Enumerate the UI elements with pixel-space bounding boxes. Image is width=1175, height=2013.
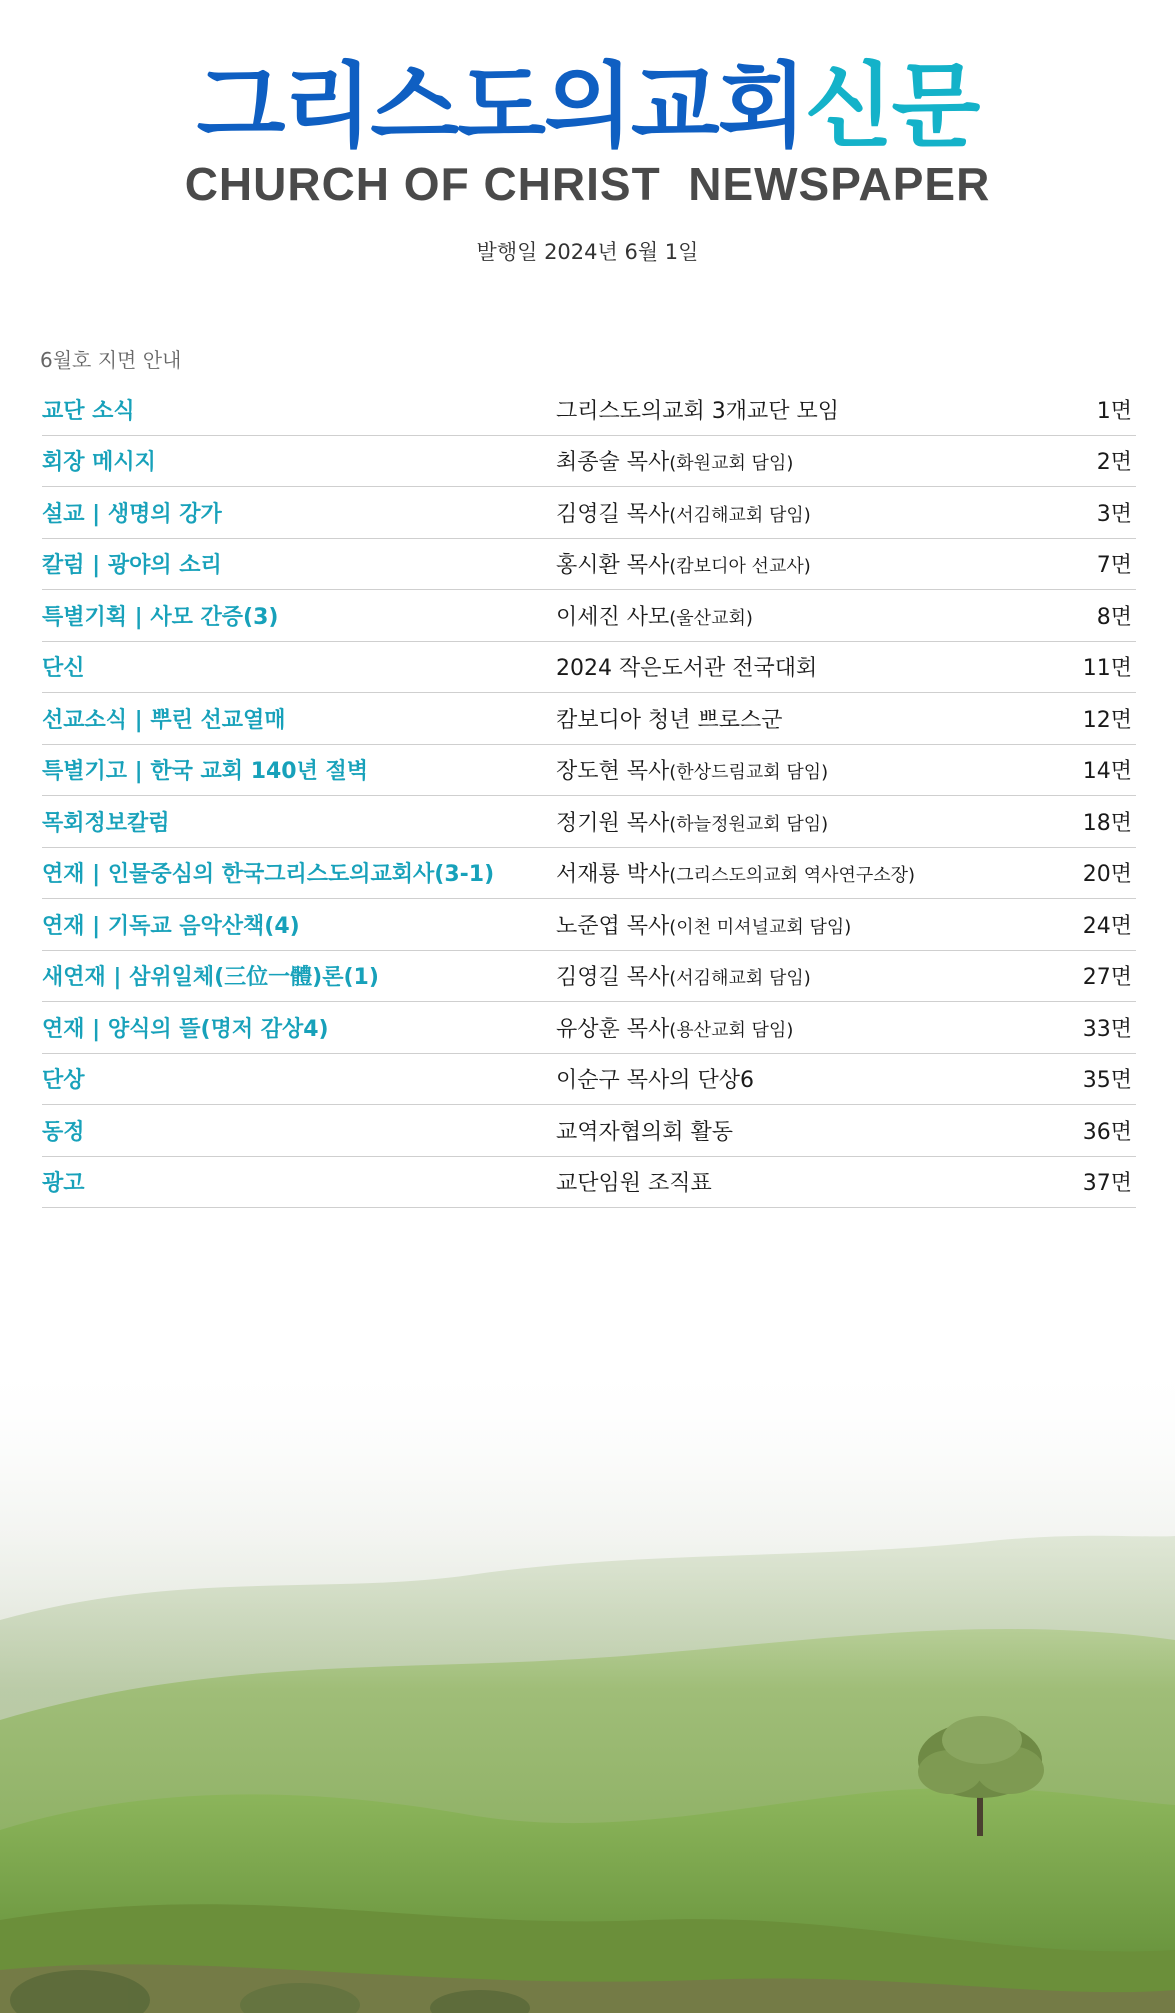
toc-section-title: 칼럼 | 광야의 소리 bbox=[42, 553, 222, 579]
toc-section-title: 회장 메시지 bbox=[42, 450, 156, 476]
toc-heading: 6월호 지면 안내 bbox=[40, 348, 182, 372]
toc-author bbox=[556, 1115, 1042, 1146]
newspaper-title bbox=[0, 52, 1175, 162]
toc-section-title: 설교 | 생명의 강가 bbox=[42, 501, 222, 527]
toc-author-name: 유상훈 목사 bbox=[556, 1016, 670, 1042]
toc-row bbox=[42, 384, 1136, 436]
toc-row bbox=[42, 1002, 1136, 1054]
toc-section-title: 선교소식 | 뿌린 선교열매 bbox=[42, 707, 286, 733]
toc-author-name: 교역자협의회 활동 bbox=[556, 1119, 734, 1145]
title-main: 그리스도의교회 bbox=[196, 53, 805, 160]
toc-section-title: 단신 bbox=[42, 656, 85, 682]
toc-section-title: 연재 | 기독교 음악산책(4) bbox=[42, 913, 300, 939]
toc-section-title: 광고 bbox=[42, 1171, 85, 1197]
toc-author-name: 최종술 목사 bbox=[556, 450, 670, 476]
toc-author-note: (용산교회 담임) bbox=[669, 1019, 794, 1041]
toc-author-name: 서재룡 박사 bbox=[556, 862, 670, 888]
toc-row bbox=[42, 590, 1136, 642]
toc-section-title: 연재 | 인물중심의 한국그리스도의교회사(3-1) bbox=[42, 862, 495, 888]
toc-row bbox=[42, 745, 1136, 797]
toc-author-name: 노준엽 목사 bbox=[556, 913, 670, 939]
toc-page-number: 18면 bbox=[1082, 810, 1132, 836]
toc-section-title: 단상 bbox=[42, 1068, 85, 1094]
toc-author bbox=[556, 548, 1042, 579]
landscape-image bbox=[0, 1360, 1175, 2013]
toc-page-number: 24면 bbox=[1082, 913, 1132, 939]
toc-row bbox=[42, 539, 1136, 591]
toc-page-number: 36면 bbox=[1082, 1119, 1132, 1145]
toc-author-note: (화원교회 담임) bbox=[669, 453, 794, 475]
toc-author-name: 홍시환 목사 bbox=[556, 553, 670, 579]
toc-row bbox=[42, 1054, 1136, 1106]
toc-author bbox=[556, 703, 1042, 734]
toc-author-name: 장도현 목사 bbox=[556, 759, 670, 785]
toc-author bbox=[556, 754, 1042, 785]
toc-author bbox=[556, 960, 1042, 991]
toc-row bbox=[42, 899, 1136, 951]
toc-author-name: 그리스도의교회 3개교단 모임 bbox=[556, 398, 840, 424]
table-of-contents bbox=[42, 384, 1136, 1208]
toc-row bbox=[42, 693, 1136, 745]
toc-author-note: (하늘정원교회 담임) bbox=[669, 813, 829, 835]
toc-section-title: 동정 bbox=[42, 1119, 85, 1145]
toc-author-name: 2024 작은도서관 전국대회 bbox=[556, 656, 818, 682]
toc-author bbox=[556, 1012, 1042, 1043]
toc-author bbox=[556, 651, 1042, 682]
toc-section-title: 특별기획 | 사모 간증(3) bbox=[42, 604, 279, 630]
toc-page-number: 11면 bbox=[1082, 656, 1132, 682]
title-accent: 신문 bbox=[804, 53, 979, 160]
toc-author bbox=[556, 1166, 1042, 1197]
toc-author-note: (캄보디아 선교사) bbox=[669, 556, 811, 578]
toc-author-name: 캄보디아 청년 쁘로스군 bbox=[556, 707, 783, 733]
toc-section-title: 특별기고 | 한국 교회 140년 절벽 bbox=[42, 759, 369, 785]
toc-row bbox=[42, 1157, 1136, 1209]
toc-author bbox=[556, 806, 1042, 837]
toc-author-note: (한상드림교회 담임) bbox=[669, 762, 829, 784]
toc-page-number: 12면 bbox=[1082, 707, 1132, 733]
toc-row bbox=[42, 848, 1136, 900]
toc-section-title: 연재 | 양식의 뜰(명저 감상4) bbox=[42, 1016, 329, 1042]
toc-row bbox=[42, 487, 1136, 539]
toc-page-number: 1면 bbox=[1096, 398, 1132, 424]
toc-page-number: 3면 bbox=[1096, 501, 1132, 527]
toc-author-note: (서김해교회 담임) bbox=[669, 968, 811, 990]
toc-author bbox=[556, 1063, 1042, 1094]
toc-row bbox=[42, 436, 1136, 488]
toc-author bbox=[556, 394, 1042, 425]
toc-author-name: 정기원 목사 bbox=[556, 810, 670, 836]
issue-date: 발행일 2024년 6월 1일 bbox=[476, 240, 699, 264]
toc-row bbox=[42, 951, 1136, 1003]
toc-page-number: 14면 bbox=[1082, 759, 1132, 785]
newspaper-title-english: CHURCH OF CHRIST NEWSPAPER bbox=[184, 158, 991, 210]
masthead bbox=[0, 52, 1175, 210]
toc-author-note: (이천 미셔널교회 담임) bbox=[669, 916, 852, 938]
toc-author-name: 김영길 목사 bbox=[556, 965, 670, 991]
toc-section-title: 목회정보칼럼 bbox=[42, 810, 170, 836]
toc-author-name: 교단임원 조직표 bbox=[556, 1171, 712, 1197]
toc-author-name: 이순구 목사의 단상6 bbox=[556, 1068, 754, 1094]
toc-page-number: 7면 bbox=[1096, 553, 1132, 579]
toc-author bbox=[556, 445, 1042, 476]
toc-author-note: (서김해교회 담임) bbox=[669, 504, 811, 526]
toc-section-title: 교단 소식 bbox=[42, 398, 135, 424]
toc-row bbox=[42, 642, 1136, 694]
toc-row bbox=[42, 796, 1136, 848]
toc-author-name: 이세진 사모 bbox=[556, 604, 670, 630]
toc-page-number: 8면 bbox=[1096, 604, 1132, 630]
toc-page-number: 2면 bbox=[1096, 450, 1132, 476]
toc-page-number: 27면 bbox=[1082, 965, 1132, 991]
toc-page-number: 33면 bbox=[1082, 1016, 1132, 1042]
toc-row bbox=[42, 1105, 1136, 1157]
toc-author-note: (그리스도의교회 역사연구소장) bbox=[669, 865, 916, 887]
toc-page-number: 35면 bbox=[1082, 1068, 1132, 1094]
toc-author-name: 김영길 목사 bbox=[556, 501, 670, 527]
toc-author bbox=[556, 497, 1042, 528]
toc-author bbox=[556, 600, 1042, 631]
toc-page-number: 20면 bbox=[1082, 862, 1132, 888]
toc-author-note: (울산교회) bbox=[669, 607, 753, 629]
toc-section-title: 새연재 | 삼위일체(三位一體)론(1) bbox=[42, 965, 379, 991]
toc-page-number: 37면 bbox=[1082, 1171, 1132, 1197]
toc-author bbox=[556, 909, 1042, 940]
toc-author bbox=[556, 857, 1042, 888]
